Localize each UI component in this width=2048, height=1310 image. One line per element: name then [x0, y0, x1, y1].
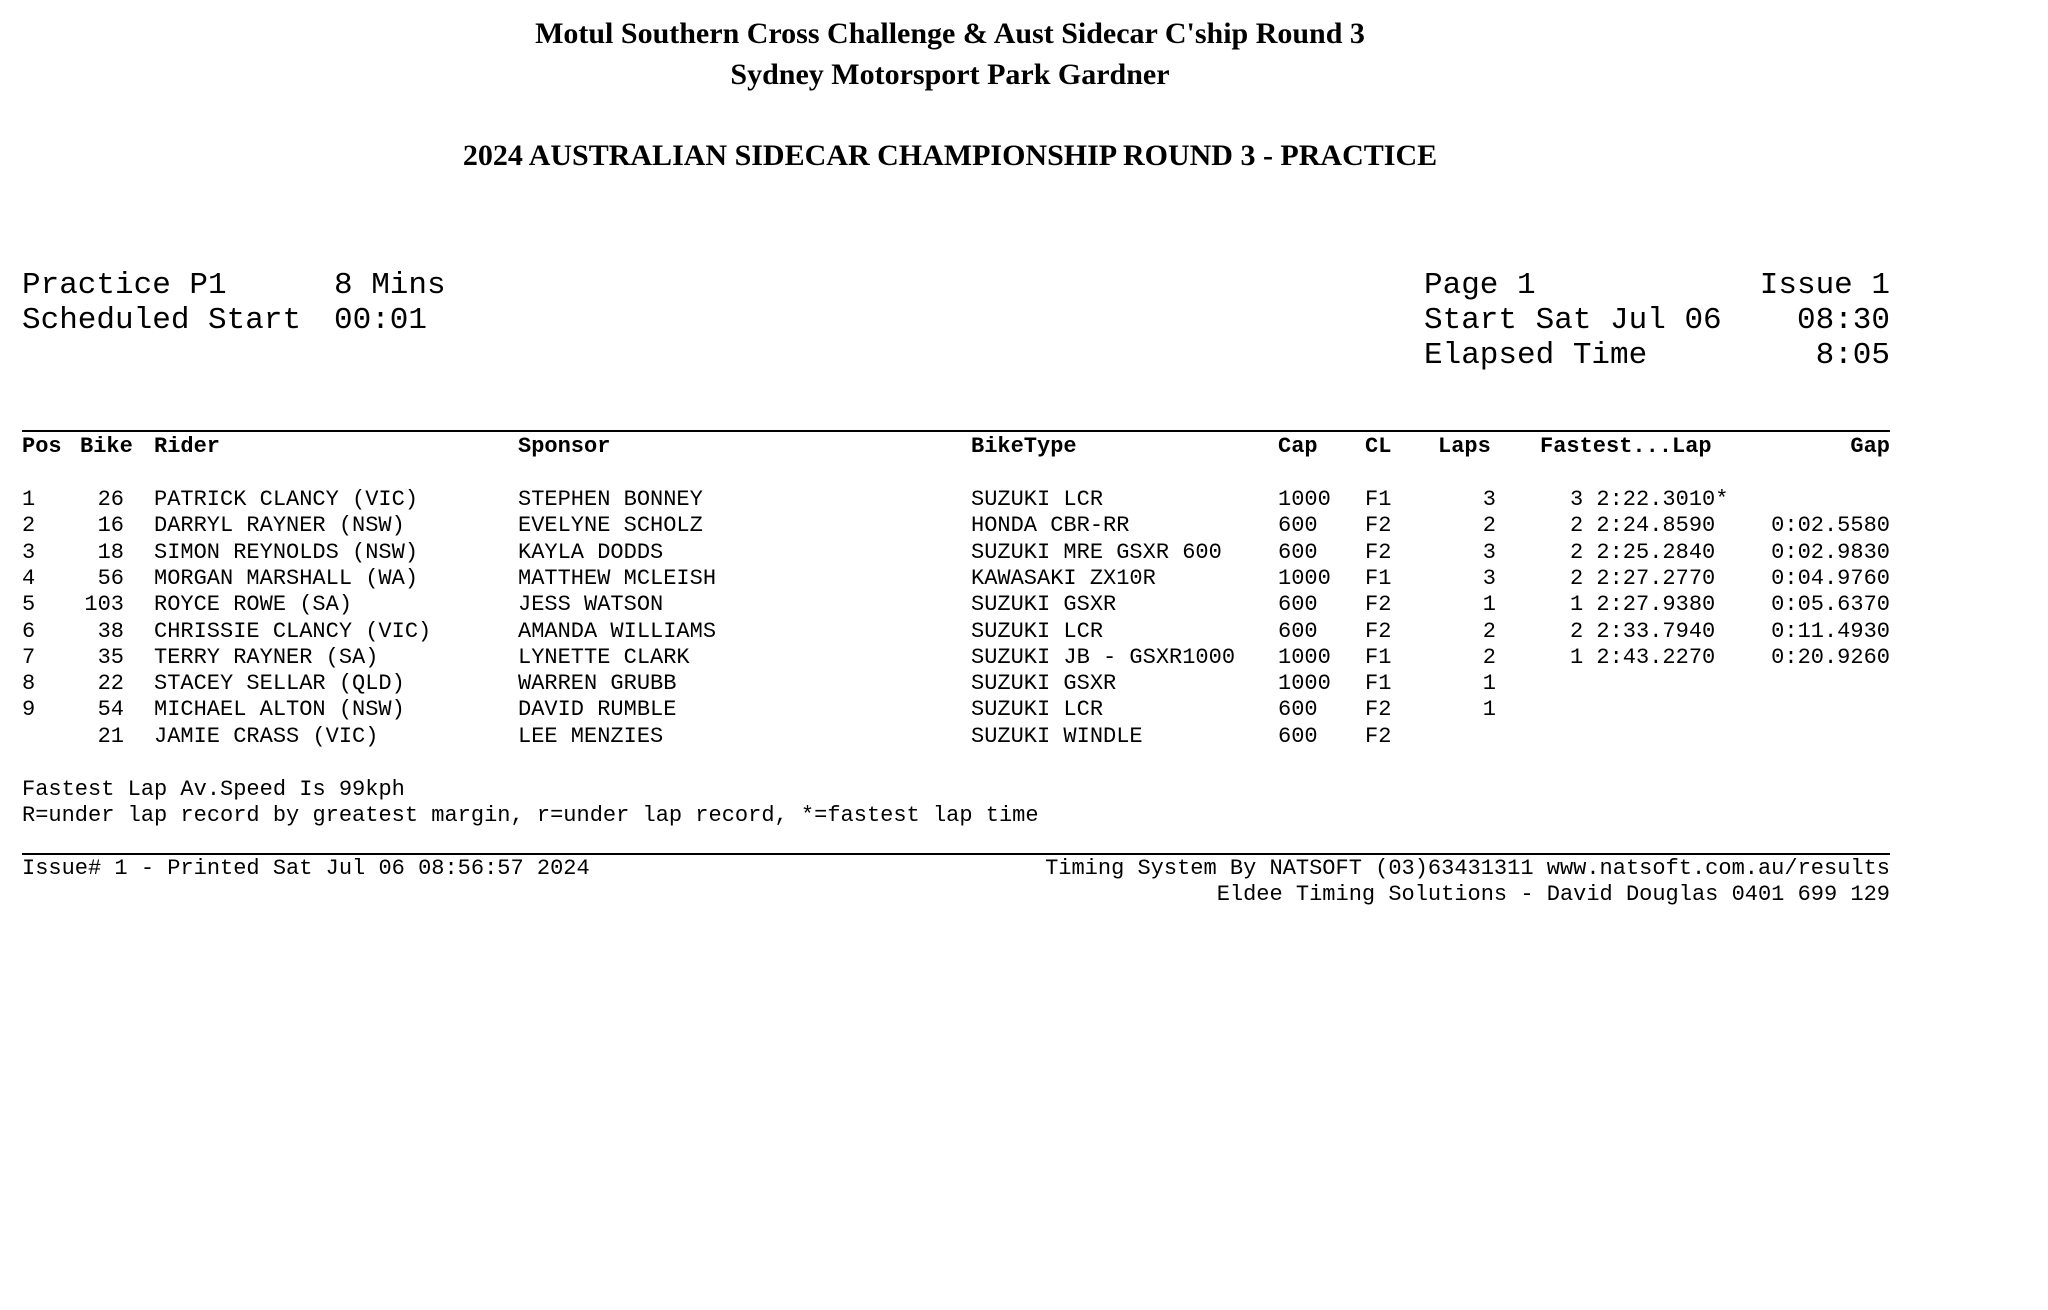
- cell-fastest: 2 2:27.2770: [1570, 565, 1716, 591]
- cell-sponsor: MATTHEW MCLEISH: [518, 565, 717, 591]
- cell-sponsor: KAYLA DODDS: [518, 539, 664, 565]
- cell-sponsor: LYNETTE CLARK: [518, 644, 690, 670]
- cell-cl: F2: [1365, 618, 1392, 644]
- start-label: Start Sat Jul 06: [1424, 303, 1722, 338]
- cell-cl: F2: [1365, 513, 1392, 539]
- cell-gap: 0:02.9830: [1771, 539, 1890, 565]
- cell-biketype: SUZUKI GSXR: [971, 592, 1117, 618]
- cell-pos: 3: [22, 539, 36, 565]
- header-biketype: BikeType: [971, 434, 1077, 459]
- cell-cap: 600: [1278, 618, 1318, 644]
- page-label: Page 1: [1424, 268, 1536, 303]
- cell-biketype: HONDA CBR-RR: [971, 513, 1130, 539]
- cell-rider: PATRICK CLANCY (VIC): [154, 487, 419, 512]
- cell-rider: JAMIE CRASS (VIC): [154, 723, 379, 749]
- header-cl: CL: [1365, 434, 1392, 459]
- cell-cap: 600: [1278, 513, 1318, 539]
- cell-pos: 1: [22, 487, 36, 512]
- cell-bike: 21: [97, 723, 124, 749]
- cell-pos: 6: [22, 618, 36, 644]
- cell-rider: CHRISSIE CLANCY (VIC): [154, 618, 432, 644]
- cell-cl: F2: [1365, 539, 1392, 565]
- header-fastest: Fastest...Lap: [1540, 434, 1712, 459]
- cell-laps: 1: [1482, 592, 1496, 618]
- cell-sponsor: LEE MENZIES: [518, 723, 664, 749]
- cell-bike: 38: [97, 618, 124, 644]
- cell-biketype: SUZUKI LCR: [971, 697, 1104, 723]
- cell-bike: 16: [97, 513, 124, 539]
- elapsed-time: 8:05: [1815, 338, 1890, 373]
- legend-note: R=under lap record by greatest margin, r=under lap record, *=fastest lap time: [22, 803, 1039, 828]
- cell-rider: TERRY RAYNER (SA): [154, 644, 379, 670]
- cell-biketype: SUZUKI MRE GSXR 600: [971, 539, 1222, 565]
- session-label: Practice P1: [22, 268, 227, 303]
- cell-rider: DARRYL RAYNER (NSW): [154, 513, 405, 539]
- session-title: 2024 AUSTRALIAN SIDECAR CHAMPIONSHIP ROUND 3 - PRACTICE: [462, 139, 1438, 172]
- cell-bike: 35: [97, 644, 124, 670]
- cell-biketype: SUZUKI WINDLE: [971, 723, 1143, 749]
- cell-laps: 3: [1482, 565, 1496, 591]
- header-sponsor: Sponsor: [518, 434, 611, 459]
- cell-biketype: SUZUKI GSXR: [971, 671, 1117, 697]
- cell-laps: 2: [1482, 644, 1496, 670]
- cell-cl: F1: [1365, 644, 1392, 670]
- cell-cap: 1000: [1278, 671, 1331, 697]
- cell-fastest: 3 2:22.3010*: [1570, 487, 1729, 512]
- cell-cap: 600: [1278, 592, 1318, 618]
- cell-pos: 5: [22, 592, 36, 618]
- title-line1: Motul Southern Cross Challenge & Aust Sidecar C'ship Round 3: [535, 17, 1365, 50]
- cell-cap: 600: [1278, 539, 1318, 565]
- cell-rider: MICHAEL ALTON (NSW): [154, 697, 405, 723]
- cell-laps: 2: [1482, 513, 1496, 539]
- cell-gap: 0:02.5580: [1771, 513, 1890, 539]
- cell-bike: 103: [84, 592, 124, 618]
- cell-gap: 0:11.4930: [1771, 618, 1890, 644]
- cell-biketype: SUZUKI LCR: [971, 618, 1104, 644]
- cell-fastest: 1 2:43.2270: [1570, 644, 1716, 670]
- cell-rider: ROYCE ROWE (SA): [154, 592, 353, 618]
- cell-fastest: 2 2:33.7940: [1570, 618, 1716, 644]
- cell-sponsor: AMANDA WILLIAMS: [518, 618, 717, 644]
- cell-pos: 2: [22, 513, 36, 539]
- header-gap: Gap: [1850, 434, 1890, 459]
- cell-laps: 1: [1482, 671, 1496, 697]
- cell-gap: 0:04.9760: [1771, 565, 1890, 591]
- timing-solutions: Eldee Timing Solutions - David Douglas 0401 699 129: [1216, 882, 1890, 907]
- cell-bike: 26: [97, 487, 124, 512]
- header-bike: Bike: [80, 434, 133, 459]
- header-rule: [22, 430, 1890, 432]
- cell-laps: 2: [1482, 618, 1496, 644]
- cell-cap: 600: [1278, 723, 1318, 749]
- cell-cl: F1: [1365, 671, 1392, 697]
- timing-system: Timing System By NATSOFT (03)63431311 www.natsoft.com.au/results: [1045, 856, 1890, 881]
- title-line2: Sydney Motorsport Park Gardner: [730, 58, 1170, 91]
- cell-cap: 1000: [1278, 644, 1331, 670]
- session-duration: 8 Mins: [334, 268, 446, 303]
- cell-gap: 0:20.9260: [1771, 644, 1890, 670]
- start-time: 08:30: [1796, 303, 1890, 338]
- scheduled-start-label: Scheduled Start: [22, 303, 302, 338]
- cell-cl: F2: [1365, 723, 1392, 749]
- cell-rider: SIMON REYNOLDS (NSW): [154, 539, 419, 565]
- cell-sponsor: WARREN GRUBB: [518, 671, 677, 697]
- cell-cl: F2: [1365, 592, 1392, 618]
- cell-fastest: 1 2:27.9380: [1570, 592, 1716, 618]
- cell-cap: 1000: [1278, 565, 1331, 591]
- cell-sponsor: DAVID RUMBLE: [518, 697, 677, 723]
- scheduled-start-time: 00:01: [334, 303, 428, 338]
- issue-printed: Issue# 1 - Printed Sat Jul 06 08:56:57 2024: [22, 856, 590, 881]
- cell-biketype: KAWASAKI ZX10R: [971, 565, 1156, 591]
- cell-fastest: 2 2:24.8590: [1570, 513, 1716, 539]
- cell-sponsor: JESS WATSON: [518, 592, 664, 618]
- cell-pos: 8: [22, 671, 36, 697]
- cell-biketype: SUZUKI JB - GSXR1000: [971, 644, 1236, 670]
- cell-sponsor: EVELYNE SCHOLZ: [518, 513, 703, 539]
- cell-pos: 9: [22, 697, 36, 723]
- cell-cap: 600: [1278, 697, 1318, 723]
- header-pos: Pos: [22, 434, 62, 459]
- cell-cl: F1: [1365, 487, 1392, 512]
- cell-rider: MORGAN MARSHALL (WA): [154, 565, 419, 591]
- cell-bike: 54: [97, 697, 124, 723]
- cell-bike: 22: [97, 671, 124, 697]
- elapsed-label: Elapsed Time: [1424, 338, 1648, 373]
- cell-pos: 4: [22, 565, 36, 591]
- cell-sponsor: STEPHEN BONNEY: [518, 487, 703, 512]
- cell-cl: F2: [1365, 697, 1392, 723]
- cell-cap: 1000: [1278, 487, 1331, 512]
- fastest-speed-note: Fastest Lap Av.Speed Is 99kph: [22, 777, 405, 802]
- header-cap: Cap: [1278, 434, 1318, 459]
- issue-label: Issue 1: [1759, 268, 1890, 303]
- cell-laps: 3: [1482, 539, 1496, 565]
- cell-pos: 7: [22, 644, 36, 670]
- footer-rule: [22, 853, 1890, 855]
- cell-bike: 18: [97, 539, 124, 565]
- header-laps: Laps: [1438, 434, 1491, 459]
- cell-laps: 3: [1482, 487, 1496, 512]
- cell-gap: 0:05.6370: [1771, 592, 1890, 618]
- cell-biketype: SUZUKI LCR: [971, 487, 1104, 512]
- header-rider: Rider: [154, 434, 221, 459]
- cell-cl: F1: [1365, 565, 1392, 591]
- cell-rider: STACEY SELLAR (QLD): [154, 671, 405, 697]
- cell-bike: 56: [97, 565, 124, 591]
- cell-fastest: 2 2:25.2840: [1570, 539, 1716, 565]
- cell-laps: 1: [1482, 697, 1496, 723]
